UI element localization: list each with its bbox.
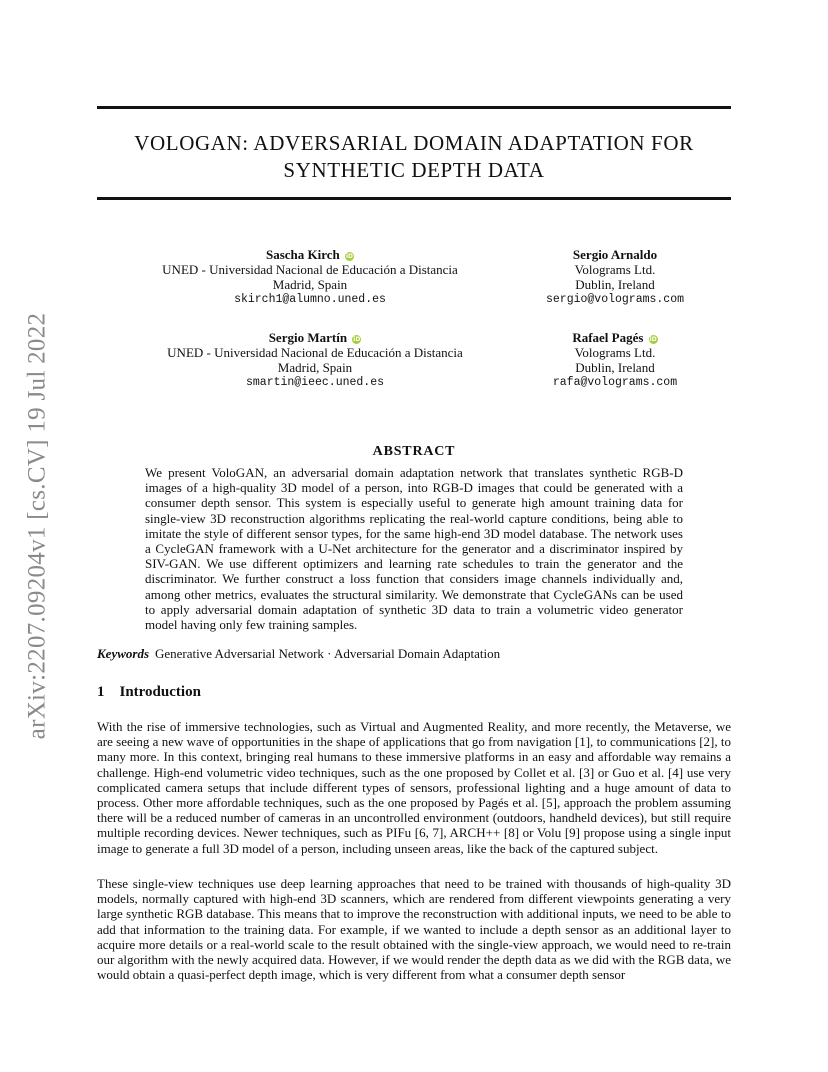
- author-name: Rafael Pagés iD: [572, 330, 657, 345]
- paper-title: [97, 130, 731, 184]
- author-name: Sergio Arnaldo: [572, 247, 658, 262]
- author-email[interactable]: skirch1@alumno.uned.es: [234, 293, 386, 306]
- body-paragraph: With the rise of immersive technologies, such as Virtual and Augmented Reality, and more recently, the Metaverse, we are seeing a new wave of opportunities in the shape of applications that go from navigation [1], to communications [2], to many more. In this context, bringing real humans to these immersive platforms in an easy and affordable way remains a challenge. High-end volumetric video techniques, such as the one proposed by Collet et al. [3] or Guo et al. [4] use very complicated camera setups that include different types of sensors, professional lighting and a huge amount of data to process. Other more affordable techniques, such as the one proposed by Pagés et al. [5], approach the problem assuming there will be a reduced number of cameras in an uncontrolled environment (outdoors, handheld devices), but still require multiple recording devices. Newer techniques, such as PIFu [6, 7], ARCH++ [8] or Volu [9] propose using a single input image to generate a full 3D model of a person, including unseen areas, like the back of the captured subject.: [97, 719, 731, 856]
- orcid-icon[interactable]: iD: [346, 253, 354, 260]
- section-number: 1: [97, 684, 105, 700]
- author-email[interactable]: smartin@ieec.uned.es: [245, 376, 385, 389]
- title-bottom-rule: [97, 197, 731, 200]
- abstract-heading: ABSTRACT: [372, 444, 456, 459]
- author-affiliation: UNED - Universidad Nacional de Educación a Distancia: [162, 262, 458, 277]
- paper-title-line-1: VOLOGAN: ADVERSARIAL DOMAIN ADAPTATION FOR: [134, 131, 694, 155]
- title-top-rule: [97, 106, 731, 109]
- author-name: Sergio Martín iD: [268, 330, 361, 345]
- author-location: Dublin, Ireland: [575, 360, 655, 375]
- arxiv-identifier-text: arXiv:2207.09204v1 [cs.CV] 19 Jul 2022: [23, 312, 50, 740]
- section-title: Introduction: [119, 684, 201, 700]
- author-location: Madrid, Spain: [277, 360, 353, 375]
- body-paragraph: These single-view techniques use deep learning approaches that need to be trained with thousands of high-quality 3D models, normally captured with high-end 3D scanners, which are rendered from different viewpoints generating a very large synthetic RGB database. This means that to improve the reconstruction with additional inputs, we need to be able to add that information to the training data. For example, if we wanted to include a depth sensor as an additional layer to acquire more details or a real-world scale to the result obtained with the single-view approach, we would need to re-train our algorithm with the newly acquired data. However, if we would render the depth data as we did with the RGB data, we would obtain a quasi-perfect depth image, which is very different from what a consumer depth sensor: [97, 876, 731, 983]
- author-affiliation: UNED - Universidad Nacional de Educación a Distancia: [167, 345, 463, 360]
- author-block-1: [150, 247, 470, 307]
- author-location: Dublin, Ireland: [575, 277, 655, 292]
- author-name: Sascha Kirch iD: [265, 247, 354, 262]
- author-block-2: [505, 247, 725, 307]
- section-heading: [97, 684, 201, 701]
- author-block-4: [505, 330, 725, 390]
- author-email[interactable]: rafa@volograms.com: [552, 376, 678, 389]
- author-email[interactable]: sergio@volograms.com: [545, 293, 685, 306]
- author-block-3: [150, 330, 480, 390]
- keywords: [97, 646, 731, 661]
- author-location: Madrid, Spain: [272, 277, 348, 292]
- abstract-text: We present VoloGAN, an adversarial domain adaptation network that translates synthetic RGB-D images of a high-quality 3D model of a person, into RGB-D images that could be generated with a consumer depth sensor. This system is especially useful to generate high amount training data for single-view 3D reconstruction algorithms replicating the real-world capture conditions, being able to imitate the style of different sensor types, for the same high-end 3D model database. The network uses a CycleGAN framework with a U-Net architecture for the generator and a discriminator inspired by SIV-GAN. We use different optimizers and learning rate schedules to train the generator and the discriminator. We further construct a loss function that considers image channels individually and, among other metrics, evaluates the structural similarity. We demonstrate that CycleGANs can be used to apply adversarial domain adaptation of synthetic 3D data to train a volumetric video generator model having only few training samples.: [145, 465, 683, 633]
- paper-title-line-2: SYNTHETIC DEPTH DATA: [283, 158, 545, 182]
- arxiv-identifier: [15, 294, 59, 758]
- author-affiliation: Volograms Ltd.: [574, 345, 656, 360]
- keywords-text: Generative Adversarial Network · Adversarial Domain Adaptation: [155, 646, 501, 661]
- author-affiliation: Volograms Ltd.: [574, 262, 656, 277]
- orcid-icon[interactable]: iD: [649, 336, 657, 343]
- keywords-label: Keywords: [97, 646, 149, 661]
- orcid-icon[interactable]: iD: [353, 336, 361, 343]
